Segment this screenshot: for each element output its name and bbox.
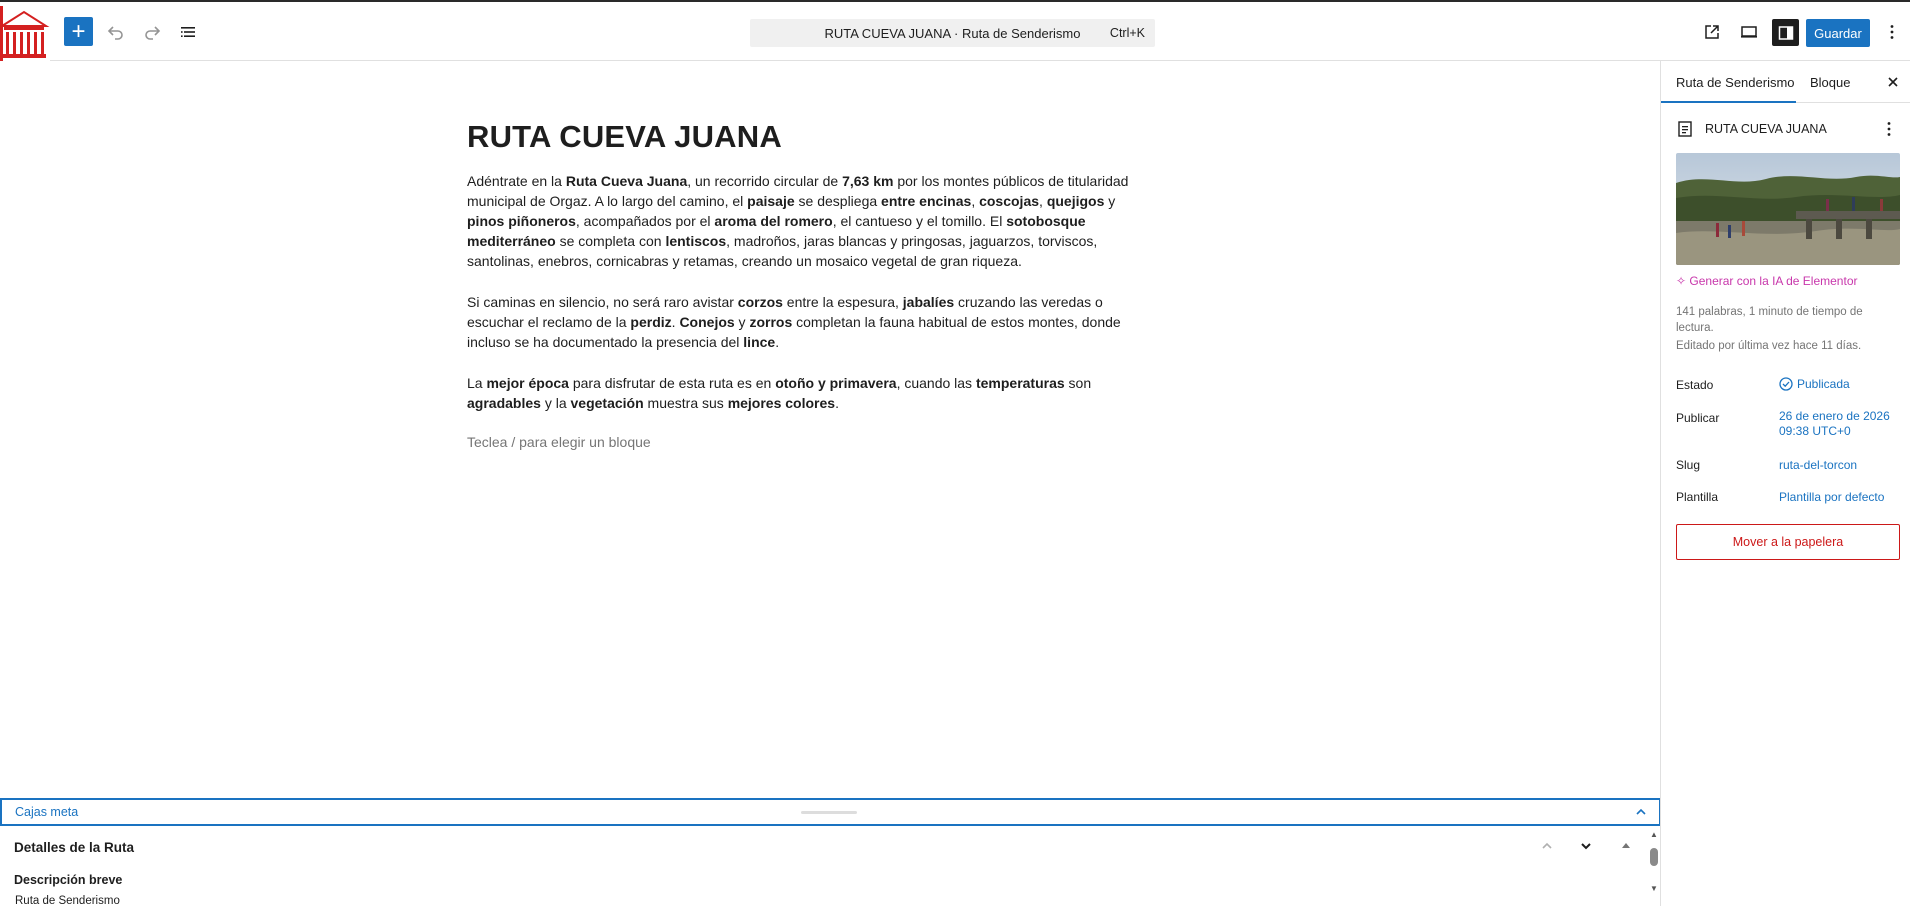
scroll-up-icon[interactable]: ▲ bbox=[1650, 830, 1658, 839]
move-to-trash-button[interactable]: Mover a la papelera bbox=[1676, 524, 1900, 560]
command-palette-button[interactable] bbox=[750, 19, 1155, 47]
text-run: muestra sus bbox=[643, 395, 728, 411]
bold-text: 7,63 km bbox=[842, 173, 894, 189]
more-vertical-icon bbox=[1883, 23, 1901, 41]
resize-handle[interactable] bbox=[801, 811, 857, 814]
text-run: , un recorrido circular de bbox=[687, 173, 843, 189]
meta-boxes-label: Cajas meta bbox=[15, 805, 79, 819]
undo-icon bbox=[107, 23, 125, 41]
text-run: , cuando las bbox=[896, 375, 976, 391]
bold-text: lince bbox=[743, 334, 776, 350]
more-vertical-icon bbox=[1879, 119, 1899, 139]
options-button[interactable] bbox=[1880, 20, 1904, 44]
sidebar-tabs bbox=[1661, 61, 1910, 103]
publish-date-value[interactable]: 26 de enero de 2026 09:38 UTC+0 bbox=[1779, 409, 1890, 438]
text-run: La bbox=[467, 375, 487, 391]
sidebar-icon bbox=[1777, 24, 1795, 42]
document-overview-button[interactable] bbox=[176, 17, 200, 46]
text-run: , bbox=[971, 193, 980, 209]
ai-generate-label: Generar con la IA de Elementor bbox=[1689, 274, 1858, 288]
undo-button[interactable] bbox=[104, 17, 128, 46]
paragraph-block[interactable] bbox=[467, 171, 1147, 271]
desktop-icon bbox=[1740, 23, 1758, 41]
featured-photo-hikers-bridge bbox=[1676, 153, 1900, 265]
bold-text: Conejos bbox=[679, 314, 735, 330]
settings-toggle-button[interactable] bbox=[1772, 19, 1799, 46]
text-run: se completa con bbox=[555, 233, 666, 249]
post-icon bbox=[1676, 120, 1694, 138]
save-button[interactable]: Guardar bbox=[1806, 19, 1870, 47]
bold-text: sotobosque mediterráneo bbox=[467, 213, 1086, 249]
bold-text: mejores colores bbox=[727, 395, 836, 411]
redo-button[interactable] bbox=[140, 17, 164, 46]
text-run: y bbox=[1104, 193, 1116, 209]
text-run: se despliega bbox=[794, 193, 882, 209]
template-value[interactable]: Plantilla por defecto bbox=[1779, 490, 1885, 504]
meta-boxes-bar[interactable] bbox=[0, 798, 1661, 826]
close-sidebar-button[interactable] bbox=[1884, 73, 1902, 91]
publish-label: Publicar bbox=[1676, 411, 1720, 425]
tab-post[interactable]: Ruta de Senderismo bbox=[1676, 75, 1795, 90]
meta-box-title: Detalles de la Ruta bbox=[14, 840, 135, 855]
slug-value[interactable]: ruta-del-torcon bbox=[1779, 458, 1858, 472]
text-run: , el cantueso y el tomillo. El bbox=[832, 213, 1007, 229]
meta-scrollbar[interactable] bbox=[1648, 830, 1660, 894]
bold-text: paisaje bbox=[747, 193, 795, 209]
last-edited: Editado por última vez hace 11 días. bbox=[1676, 340, 1862, 352]
add-block-button[interactable] bbox=[64, 17, 93, 46]
settings-sidebar bbox=[1660, 61, 1910, 906]
move-down-button[interactable] bbox=[1575, 835, 1597, 857]
bold-text: temperaturas bbox=[975, 375, 1065, 391]
text-run: por los montes públicos de titularidad municipal de Orgaz. A lo largo del camino, el bbox=[467, 173, 1129, 209]
bold-text: jabalíes bbox=[902, 294, 955, 310]
town-hall-logo[interactable] bbox=[0, 4, 50, 62]
move-up-button[interactable] bbox=[1536, 835, 1558, 857]
chevron-up-icon bbox=[1536, 835, 1558, 857]
tab-block[interactable]: Bloque bbox=[1810, 75, 1851, 90]
text-run: y la bbox=[540, 395, 571, 411]
post-stats bbox=[1676, 304, 1901, 354]
bold-text: agradables bbox=[467, 395, 541, 411]
footer-breadcrumb[interactable]: Ruta de Senderismo bbox=[15, 895, 120, 907]
bold-text: mejor época bbox=[486, 375, 569, 391]
post-content bbox=[467, 119, 1147, 450]
preview-button[interactable] bbox=[1737, 20, 1761, 44]
published-check-icon bbox=[1779, 377, 1793, 391]
toggle-panel-button[interactable] bbox=[1617, 835, 1635, 857]
editor-canvas bbox=[0, 61, 1660, 798]
bold-text: Ruta Cueva Juana bbox=[565, 173, 688, 189]
status-label: Estado bbox=[1676, 378, 1714, 392]
bold-text: perdiz bbox=[630, 314, 672, 330]
bold-text: otoño y primavera bbox=[775, 375, 897, 391]
list-view-icon bbox=[179, 23, 197, 41]
bold-text: coscojas bbox=[979, 193, 1040, 209]
status-value[interactable] bbox=[1779, 377, 1850, 392]
scroll-thumb[interactable] bbox=[1650, 848, 1658, 866]
keyboard-shortcut: Ctrl+K bbox=[1109, 26, 1145, 40]
text-run: y bbox=[734, 314, 750, 330]
text-run: . bbox=[671, 314, 680, 330]
scroll-down-icon[interactable]: ▼ bbox=[1650, 884, 1658, 893]
post-actions-button[interactable] bbox=[1879, 119, 1899, 139]
editor-top-bar bbox=[0, 0, 1910, 61]
text-run: Adéntrate en la bbox=[467, 173, 566, 189]
text-run: son bbox=[1064, 375, 1092, 391]
ai-generate-link[interactable] bbox=[1676, 274, 1857, 288]
plus-icon: + bbox=[71, 17, 86, 45]
chevron-up-icon[interactable] bbox=[1631, 802, 1651, 822]
triangle-up-icon bbox=[1617, 835, 1635, 857]
text-run: , acompañados por el bbox=[575, 213, 715, 229]
featured-image[interactable] bbox=[1676, 153, 1900, 265]
post-title-summary: RUTA CUEVA JUANA bbox=[1705, 122, 1827, 136]
document-title: RUTA CUEVA JUANA · Ruta de Senderismo bbox=[824, 26, 1081, 41]
bold-text: aroma del romero bbox=[714, 213, 833, 229]
chevron-down-icon bbox=[1575, 835, 1597, 857]
text-run: . bbox=[835, 395, 839, 411]
paragraph-block[interactable] bbox=[467, 373, 1147, 413]
close-icon bbox=[1884, 73, 1902, 91]
word-count: 141 palabras, 1 minuto de tiempo de lectura. bbox=[1676, 306, 1863, 334]
paragraph-block[interactable] bbox=[467, 292, 1147, 352]
slug-label: Slug bbox=[1676, 458, 1701, 472]
bold-text: quejigos bbox=[1046, 193, 1105, 209]
text-run: , madroños, jaras blancas y pringosas, jaguarzos, torviscos, santolinas, enebros, cornicabras y retamas, creando un mosaico vegetal de gran riqueza. bbox=[467, 233, 1098, 269]
sparkle-icon: ✧ bbox=[1676, 274, 1690, 288]
text-run: . bbox=[775, 334, 780, 350]
bold-text: vegetación bbox=[570, 395, 644, 411]
external-link-icon bbox=[1703, 23, 1721, 41]
view-post-button[interactable] bbox=[1700, 20, 1724, 44]
text-run: , bbox=[1039, 193, 1047, 209]
bold-text: zorros bbox=[749, 314, 793, 330]
text-run: para disfrutar de esta ruta es en bbox=[568, 375, 776, 391]
bold-text: corzos bbox=[737, 294, 783, 310]
template-label: Plantilla bbox=[1676, 490, 1719, 504]
bold-text: lentiscos bbox=[665, 233, 727, 249]
field-label-short-description: Descripción breve bbox=[14, 873, 123, 887]
text-run: cruzando las veredas o escuchar el reclamo de la bbox=[467, 294, 1103, 330]
bold-text: pinos piñoneros bbox=[467, 213, 576, 229]
status-text: Publicada bbox=[1797, 377, 1850, 391]
bold-text: entre encinas bbox=[881, 193, 972, 209]
redo-icon bbox=[143, 23, 161, 41]
block-placeholder[interactable]: Teclea / para elegir un bloque bbox=[467, 434, 651, 450]
active-tab-indicator bbox=[1661, 101, 1796, 103]
text-run: Si caminas en silencio, no será raro avistar bbox=[467, 294, 738, 310]
post-title[interactable]: RUTA CUEVA JUANA bbox=[467, 119, 782, 154]
text-run: completan la fauna habitual de estos montes, donde incluso se ha documentado la presencia del bbox=[467, 314, 1121, 350]
text-run: entre la espesura, bbox=[782, 294, 903, 310]
meta-boxes-panel bbox=[0, 826, 1661, 906]
